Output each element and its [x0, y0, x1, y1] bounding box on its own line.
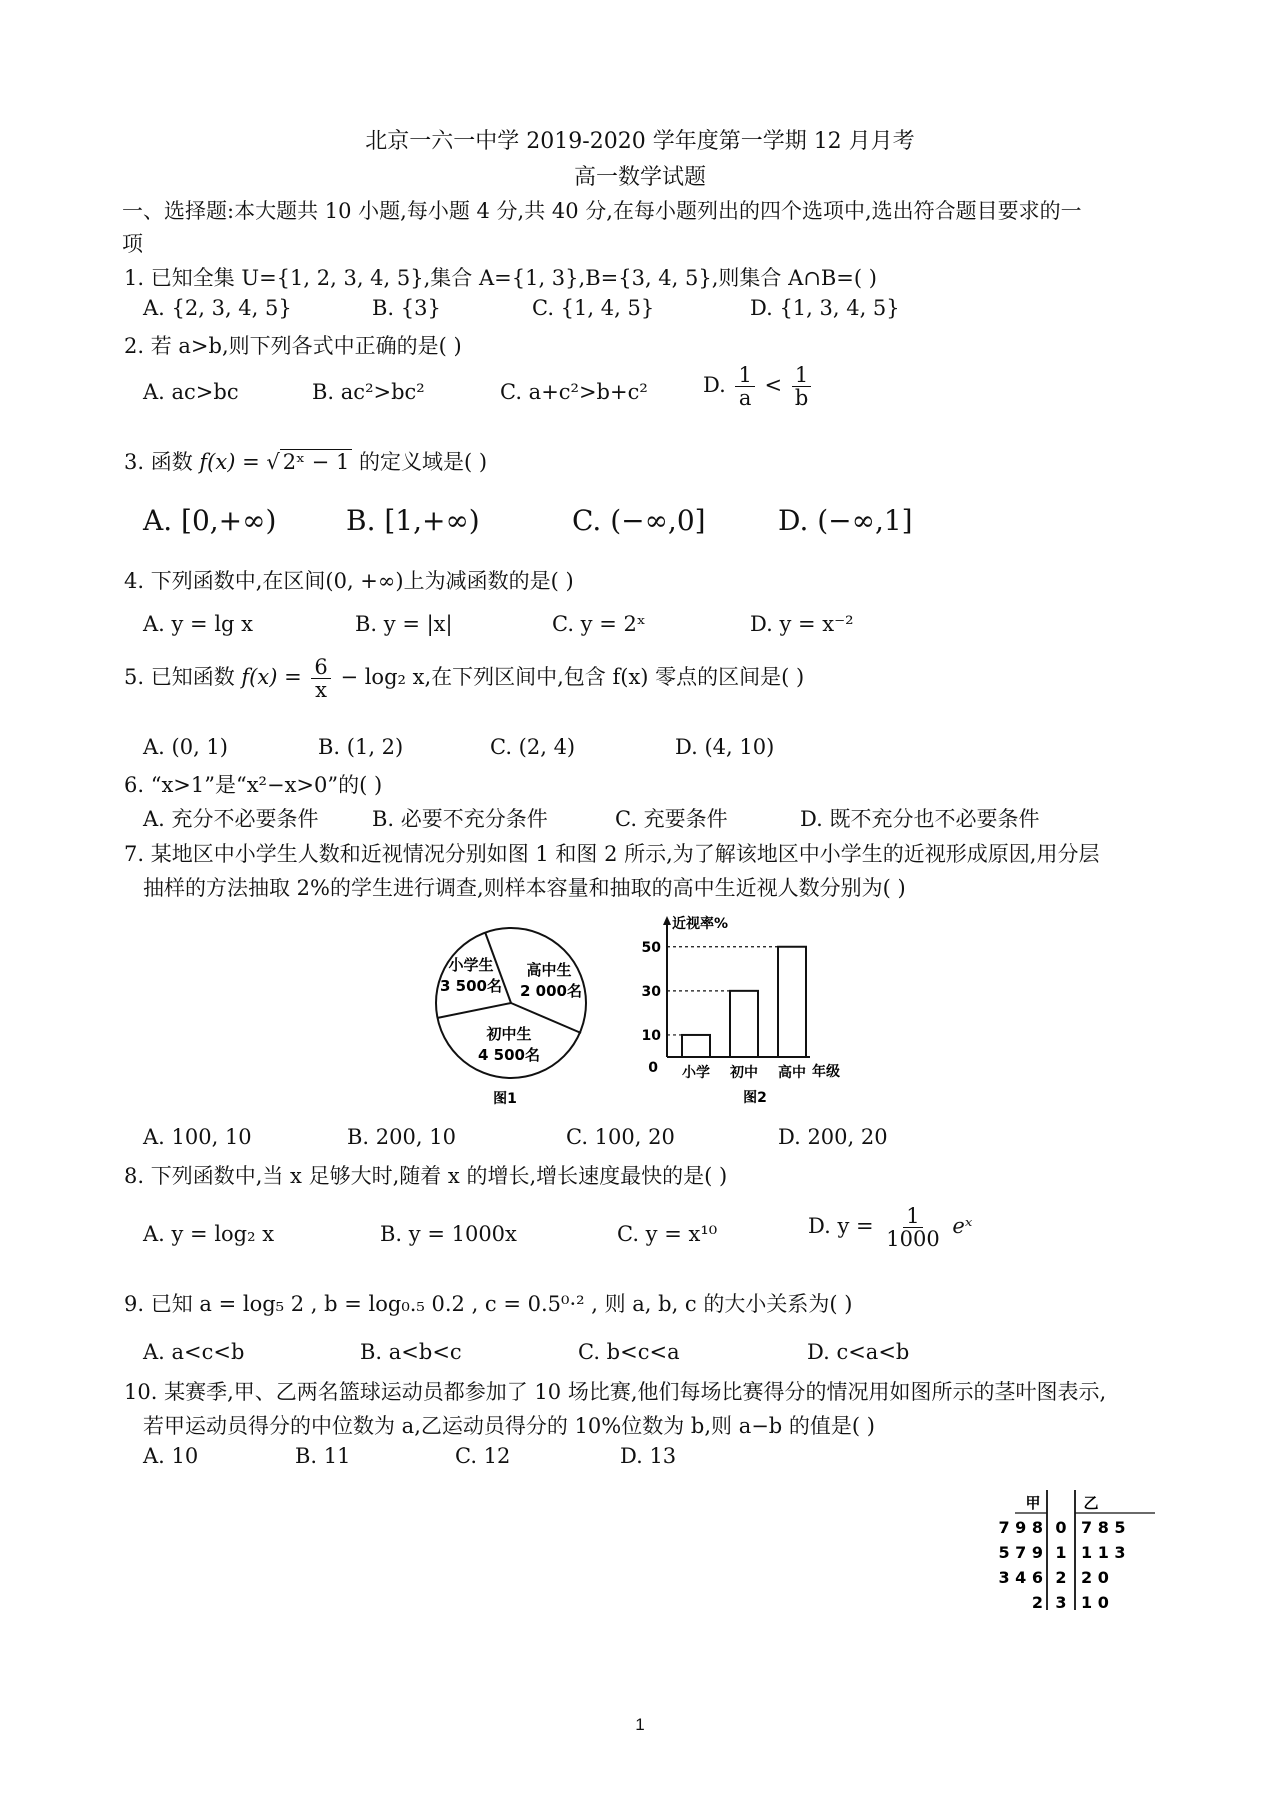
figure1-caption: 图1 — [493, 1091, 517, 1107]
q2-option-c: C. a+c²>b+c² — [500, 380, 648, 404]
q3-stem: 3. 函数 f(x) = √ 2ˣ − 1 的定义域是( ) — [124, 450, 488, 474]
right-leaves: 1 0 — [1081, 1593, 1109, 1612]
y-tick-label: 30 — [641, 983, 661, 1000]
fraction: $\frac{1}{b}$ — [792, 364, 811, 409]
q6-option-d: D. 既不充分也不必要条件 — [800, 807, 1040, 831]
q2-option-a: A. ac>bc — [143, 380, 239, 404]
q3-option-d: D. (−∞,1] — [778, 504, 913, 537]
right-leaves: 2 0 — [1081, 1568, 1109, 1587]
slice-value-senior: 2 000名 — [520, 982, 582, 1000]
slice-label-primary: 小学生 — [448, 956, 494, 974]
figure2-caption: 图2 — [743, 1090, 767, 1106]
figure1-pie — [425, 915, 600, 1110]
q1-option-a: A. {2, 3, 4, 5} — [143, 296, 292, 320]
q7-stem-line2: 抽样的方法抽取 2%的学生进行调查,则样本容量和抽取的高中生近视人数分别为( ) — [143, 876, 906, 900]
q1-stem: 1. 已知全集 U={1, 2, 3, 4, 5},集合 A={1, 3},B={3, 4, 5},则集合 A∩B=( ) — [124, 266, 877, 290]
q4-stem: 4. 下列函数中,在区间(0, +∞)上为减函数的是( ) — [124, 569, 574, 593]
q1-option-b: B. {3} — [372, 296, 441, 320]
pie-divider — [437, 1003, 511, 1018]
q7-option-c: C. 100, 20 — [566, 1125, 675, 1149]
bar-2 — [778, 947, 806, 1057]
q2-option-b: B. ac²>bc² — [312, 380, 425, 404]
q5-option-d: D. (4, 10) — [675, 735, 775, 759]
left-leaves: 3 4 6 — [998, 1568, 1043, 1587]
page-subtitle: 高一数学试题 — [573, 165, 706, 190]
right-leaves: 1 1 3 — [1081, 1543, 1126, 1562]
q9-stem: 9. 已知 a = log₅ 2 , b = log₀.₅ 0.2 , c = 0.5⁰·² , 则 a, b, c 的大小关系为( ) — [124, 1292, 853, 1316]
fraction: $\frac{6}{x}$ — [311, 656, 330, 701]
slice-value-junior: 4 500名 — [478, 1046, 540, 1064]
q3-option-a: A. [0,+∞) — [143, 504, 277, 537]
page-number: 1 — [635, 1715, 645, 1734]
q8-option-b: B. y = 1000x — [380, 1222, 517, 1246]
q6-stem: 6. “x>1”是“x²−x>0”的( ) — [124, 773, 383, 797]
q7-stem-line1: 7. 某地区中小学生人数和近视情况分别如图 1 和图 2 所示,为了解该地区中小学生的近视形成原因,用分层 — [124, 842, 1100, 866]
bar-1 — [730, 991, 758, 1057]
q10-option-d: D. 13 — [620, 1444, 677, 1468]
q2-stem: 2. 若 a>b,则下列各式中正确的是( ) — [124, 334, 462, 358]
q8-option-a: A. y = log₂ x — [143, 1222, 275, 1246]
q4-option-a: A. y = lg x — [143, 612, 254, 636]
slice-value-primary: 3 500名 — [440, 977, 502, 995]
stem-value: 0 — [1055, 1518, 1067, 1537]
q10-option-c: C. 12 — [455, 1444, 511, 1468]
q5-option-b: B. (1, 2) — [318, 735, 404, 759]
q9-option-c: C. b<c<a — [578, 1340, 680, 1364]
origin-label: 0 — [648, 1060, 658, 1076]
y-axis-label: 近视率% — [672, 916, 729, 932]
q6-option-a: A. 充分不必要条件 — [143, 807, 319, 831]
stem-value: 1 — [1055, 1543, 1067, 1562]
figure2-bar-chart — [630, 910, 865, 1110]
left-leaves: 5 7 9 — [998, 1543, 1043, 1562]
q7-option-a: A. 100, 10 — [143, 1125, 252, 1149]
q9-option-b: B. a<b<c — [360, 1340, 462, 1364]
q5-option-c: C. (2, 4) — [490, 735, 576, 759]
page-title: 北京一六一中学 2019-2020 学年度第一学期 12 月月考 — [365, 129, 915, 154]
right-leaves: 7 8 5 — [1081, 1518, 1126, 1537]
stem-value: 2 — [1055, 1568, 1067, 1587]
q10-option-b: B. 11 — [295, 1444, 351, 1468]
q1-option-d: D. {1, 3, 4, 5} — [750, 296, 900, 320]
left-leaves: 2 — [1031, 1593, 1043, 1612]
q1-option-c: C. {1, 4, 5} — [532, 296, 655, 320]
fraction: $\frac{1}{a}$ — [735, 364, 754, 409]
q4-option-d: D. y = x⁻² — [750, 612, 854, 636]
q2-option-d: D. $\frac{1}{a}$ < $\frac{1}{b}$ — [703, 364, 814, 409]
fraction: $\frac{1}{1000}$ — [886, 1204, 940, 1252]
x-category-label: 初中 — [730, 1065, 758, 1081]
slice-label-senior: 高中生 — [526, 961, 572, 979]
q6-option-b: B. 必要不充分条件 — [372, 807, 548, 831]
q5-stem: 5. 已知函数 f(x) = $\frac{6}{x}$ − log₂ x,在下列区间中,包含 f(x) 零点的区间是( ) — [124, 655, 805, 703]
left-header: 甲 — [1025, 1494, 1041, 1512]
x-category-label: 高中 — [778, 1065, 806, 1081]
q8-option-d: D. y = $\frac{1}{1000}$ eˣ — [808, 1204, 973, 1252]
bar-0 — [682, 1035, 710, 1057]
q4-option-b: B. y = |x| — [355, 612, 453, 636]
q10-option-a: A. 10 — [143, 1444, 199, 1468]
q7-option-d: D. 200, 20 — [778, 1125, 888, 1149]
q9-option-d: D. c<a<b — [807, 1340, 910, 1364]
q9-option-a: A. a<c<b — [143, 1340, 245, 1364]
q7-option-b: B. 200, 10 — [347, 1125, 456, 1149]
right-header: 乙 — [1083, 1494, 1099, 1512]
q10-stem-line2: 若甲运动员得分的中位数为 a,乙运动员得分的 10%位数为 b,则 a−b 的值是( ) — [143, 1414, 875, 1438]
left-leaves: 7 9 8 — [998, 1518, 1043, 1537]
q3-option-c: C. (−∞,0] — [572, 504, 706, 537]
q10-stem-line1: 10. 某赛季,甲、乙两名篮球运动员都参加了 10 场比赛,他们每场比赛得分的情况用如图所示的茎叶图表示, — [124, 1380, 1107, 1404]
y-tick-label: 50 — [641, 939, 661, 956]
q3-option-b: B. [1,+∞) — [346, 504, 480, 537]
q5-option-a: A. (0, 1) — [143, 735, 228, 759]
section-intro-line2: 项 — [122, 232, 143, 256]
x-axis-label: 年级 — [812, 1064, 840, 1080]
x-category-label: 小学 — [682, 1065, 710, 1081]
stem-value: 3 — [1055, 1593, 1067, 1612]
stem-leaf-plot — [975, 1488, 1170, 1618]
q4-option-c: C. y = 2ˣ — [552, 612, 646, 636]
q8-stem: 8. 下列函数中,当 x 足够大时,随着 x 的增长,增长速度最快的是( ) — [124, 1164, 728, 1188]
slice-label-junior: 初中生 — [486, 1025, 532, 1043]
y-axis-arrow — [663, 916, 671, 925]
section-intro-line1: 一、选择题:本大题共 10 小题,每小题 4 分,共 40 分,在每小题列出的四个选项中,选出符合题目要求的一 — [122, 199, 1082, 223]
q8-option-c: C. y = x¹⁰ — [617, 1222, 718, 1246]
q6-option-c: C. 充要条件 — [615, 807, 728, 831]
y-tick-label: 10 — [641, 1027, 661, 1044]
